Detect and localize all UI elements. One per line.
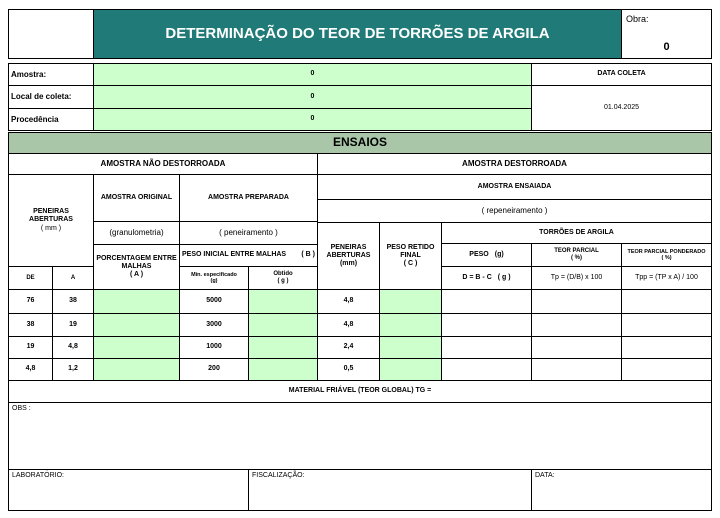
row-tp-cell <box>531 336 622 359</box>
row-tpp-cell <box>621 358 712 381</box>
laboratorio-field[interactable]: LABORATÓRIO: <box>8 469 249 511</box>
row-peneira: 0,5 <box>317 358 380 381</box>
peso-inicial-header <box>179 244 318 267</box>
formula-d-label: D = B - C <box>462 273 492 281</box>
a-header: A <box>52 266 94 290</box>
formula-d-header <box>441 266 532 290</box>
row-tp-cell <box>531 358 622 381</box>
row-de: 4,8 <box>8 358 53 381</box>
material-friavel-row: MATERIAL FRIÁVEL (TEOR GLOBAL) TG = <box>8 380 712 403</box>
obtido-header <box>248 266 318 290</box>
row-de: 19 <box>8 336 53 359</box>
row-porcentagem-input[interactable] <box>93 313 180 337</box>
fiscalizacao-field[interactable]: FISCALIZAÇÃO: <box>248 469 532 511</box>
formula-tp-header: Tp = (D/B) x 100 <box>531 266 622 290</box>
logo-cell <box>8 9 94 59</box>
porcentagem-a-label: ( A ) <box>129 271 144 279</box>
peneiras-mm-label: ( mm ) <box>40 224 62 232</box>
local-label: Local de coleta: <box>8 85 94 109</box>
page-title: DETERMINAÇÃO DO TEOR DE TORRÕES DE ARGILA <box>93 9 622 59</box>
peso-retido-header <box>379 222 442 290</box>
peneiras-right-unit: (mm) <box>339 260 358 268</box>
row-peso-retido-input[interactable] <box>379 313 442 337</box>
peneiras-right-label: PENEIRAS ABERTURAS <box>326 243 371 259</box>
amostra-label: Amostra: <box>8 63 94 86</box>
peso-retido-c-label: ( C ) <box>403 260 418 268</box>
teor-parcial-label: TEOR PARCIAL <box>554 248 599 255</box>
obtido-label: Obtido <box>273 271 293 278</box>
peneiramento-label: ( peneiramento ) <box>179 221 318 245</box>
granulometria-label: (granulometria) <box>93 221 180 245</box>
row-peneira: 2,4 <box>317 336 380 359</box>
peso-inicial-b-label: ( B ) <box>301 251 315 259</box>
peso-inicial-label: PESO INICIAL ENTRE MALHAS <box>182 251 287 259</box>
row-tpp-cell <box>621 313 712 337</box>
row-porcentagem-input[interactable] <box>93 358 180 381</box>
row-min: 3000 <box>179 313 249 337</box>
row-porcentagem-input[interactable] <box>93 289 180 314</box>
min-unit-label: (g) <box>210 278 218 284</box>
row-a: 4,8 <box>52 336 94 359</box>
ensaios-header: ENSAIOS <box>8 132 712 154</box>
obra-cell <box>621 9 712 59</box>
local-value[interactable]: 0 <box>93 85 532 109</box>
row-a: 38 <box>52 289 94 314</box>
row-peso-retido-input[interactable] <box>379 289 442 314</box>
amostra-ensaiada-header: AMOSTRA ENSAIADA <box>317 174 712 200</box>
data-coleta-value[interactable]: 01.04.2025 <box>531 85 712 131</box>
row-obtido-input[interactable] <box>248 336 318 359</box>
row-peneira: 4,8 <box>317 289 380 314</box>
row-a: 19 <box>52 313 94 337</box>
amostra-value[interactable]: 0 <box>93 63 532 86</box>
peso-label: PESO <box>469 250 489 258</box>
row-min: 5000 <box>179 289 249 314</box>
de-header: DE <box>8 266 53 290</box>
row-de: 38 <box>8 313 53 337</box>
row-de: 76 <box>8 289 53 314</box>
row-peneira: 4,8 <box>317 313 380 337</box>
peneiras-aberturas-label: PENEIRAS ABERTURAS <box>29 208 73 224</box>
row-a: 1,2 <box>52 358 94 381</box>
row-peso-cell <box>441 358 532 381</box>
nao-destorroada-header: AMOSTRA NÃO DESTORROADA <box>8 153 318 175</box>
data-field[interactable]: DATA: <box>531 469 712 511</box>
amostra-original-header: AMOSTRA ORIGINAL <box>93 174 180 222</box>
teor-ponderado-label: TEOR PARCIAL PONDERADO <box>627 248 706 255</box>
row-obtido-input[interactable] <box>248 313 318 337</box>
row-tp-cell <box>531 313 622 337</box>
row-tpp-cell <box>621 336 712 359</box>
teor-parcial-header <box>531 243 622 267</box>
peso-unit: (g) <box>494 250 504 258</box>
peso-header <box>441 243 532 267</box>
repeneiramento-label: ( repeneiramento ) <box>317 199 712 223</box>
data-coleta-label: DATA COLETA <box>531 63 712 86</box>
row-min: 1000 <box>179 336 249 359</box>
row-peso-cell <box>441 289 532 314</box>
row-min: 200 <box>179 358 249 381</box>
row-tpp-cell <box>621 289 712 314</box>
porcentagem-label: PORCENTAGEM ENTRE MALHAS <box>96 254 177 270</box>
row-porcentagem-input[interactable] <box>93 336 180 359</box>
porcentagem-header <box>93 244 180 290</box>
obra-label: Obra: <box>626 14 649 24</box>
min-especificado-header <box>179 266 249 290</box>
row-tp-cell <box>531 289 622 314</box>
formula-d-unit: ( g ) <box>497 273 511 281</box>
row-peso-retido-input[interactable] <box>379 336 442 359</box>
peneiras-right-header <box>317 222 380 290</box>
obtido-unit-label: ( g ) <box>277 278 289 284</box>
torroes-header: TORRÕES DE ARGILA <box>441 222 712 244</box>
peneiras-aberturas-header <box>8 174 94 267</box>
formula-tpp-header: Tpp = (TP x A) / 100 <box>621 266 712 290</box>
min-especificado-label: Mín. especificado <box>191 271 237 278</box>
amostra-preparada-header: AMOSTRA PREPARADA <box>179 174 318 222</box>
row-obtido-input[interactable] <box>248 289 318 314</box>
procedencia-label: Procedência <box>8 108 94 131</box>
row-peso-cell <box>441 336 532 359</box>
destorroada-header: AMOSTRA DESTORROADA <box>317 153 712 175</box>
row-peso-cell <box>441 313 532 337</box>
obra-value: 0 <box>663 41 670 54</box>
teor-ponderado-unit: ( %) <box>661 255 672 261</box>
procedencia-value[interactable]: 0 <box>93 108 532 131</box>
teor-parcial-unit: ( %) <box>571 255 582 261</box>
peso-retido-label: PESO RETIDO FINAL <box>386 243 435 259</box>
row-obtido-input[interactable] <box>248 358 318 381</box>
row-peso-retido-input[interactable] <box>379 358 442 381</box>
obs-field[interactable]: OBS : <box>8 402 712 470</box>
teor-ponderado-header <box>621 243 712 267</box>
